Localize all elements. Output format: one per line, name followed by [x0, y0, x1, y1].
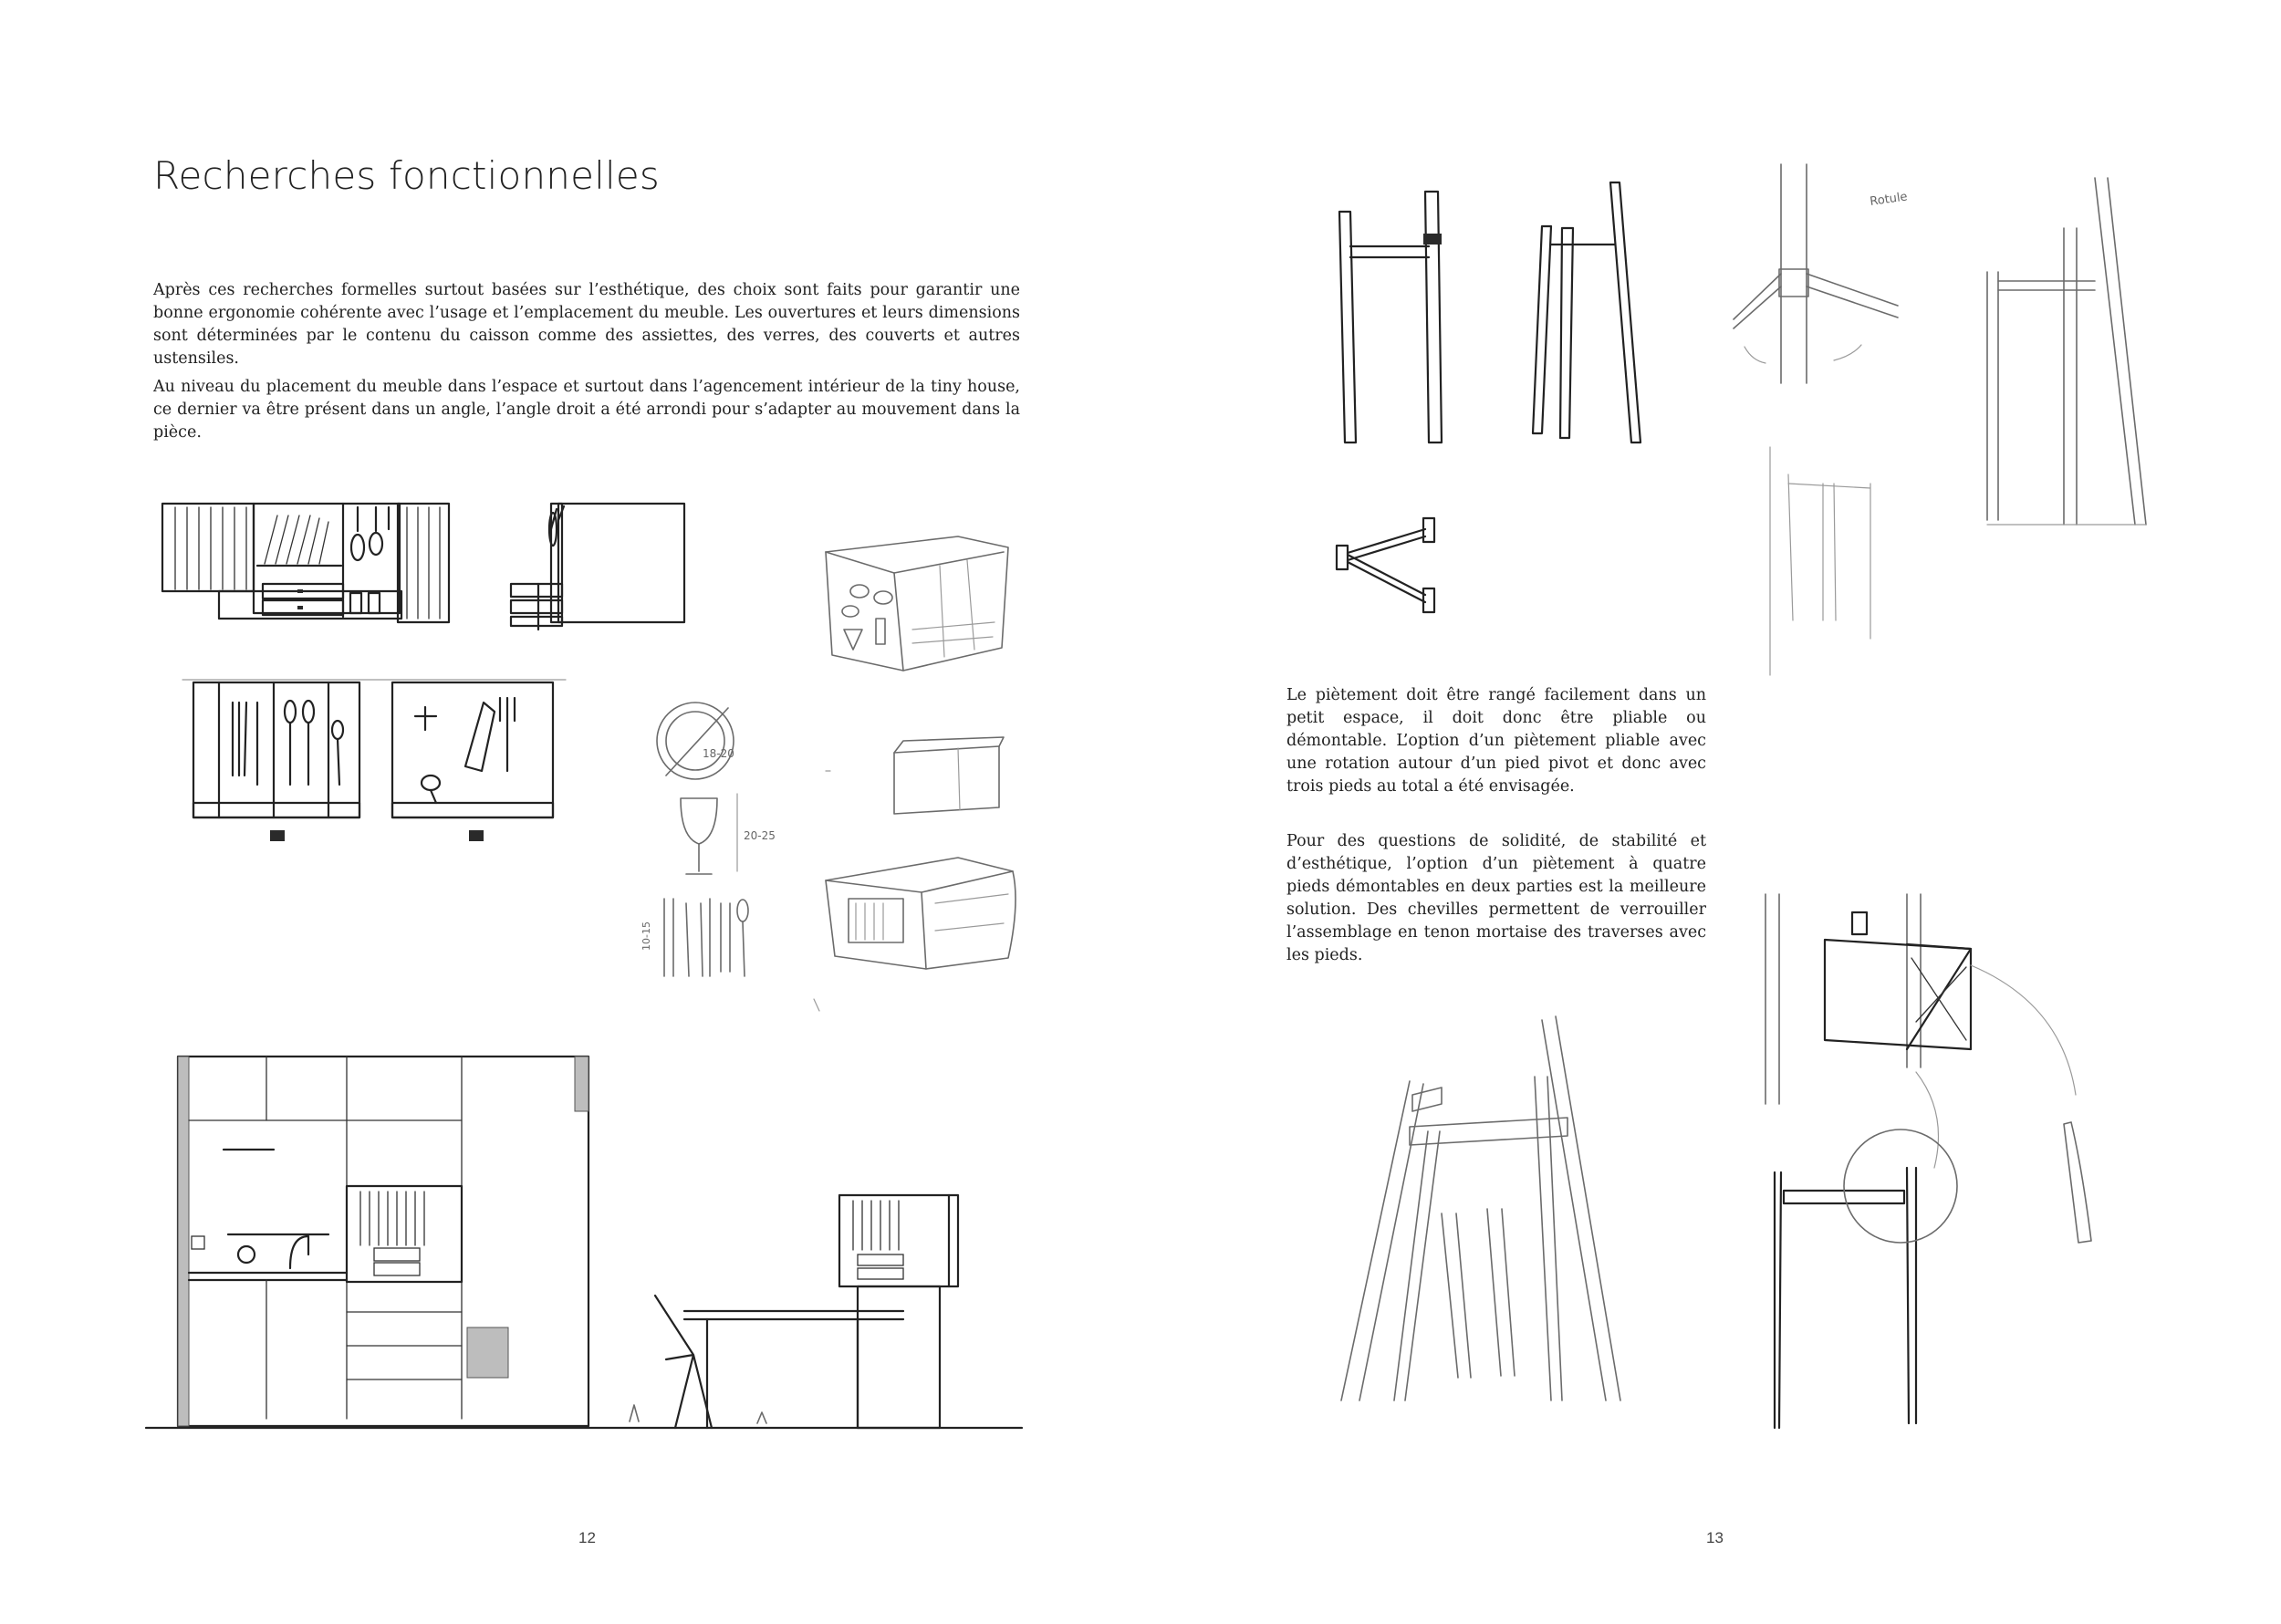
- leg-frame-sketch-1: [1339, 192, 1442, 442]
- pivot-note-label: Rotule: [1869, 190, 1909, 209]
- folding-legs-paragraph: Le piètement doit être rangé facilement dans un petit espace, il doit donc être pliable ou démontable. L’option d’un piètement pliable avec une rotation autour d’un pied pivot et donc avec trois pieds au total a été envisagée.: [1286, 686, 1706, 796]
- page-number-left: 12: [578, 1529, 596, 1546]
- removable-legs-paragraph: Pour des questions de solidité, de stabilité et d’esthétique, l’option d’un piètement à quatre pieds démontables en deux parties est la meilleure solution. Des chevilles permettent de verrouiller l’assemblage en tenon mortaise des traverses avec les pieds.: [1286, 832, 1706, 964]
- cabinet-rounded-perspective-sketch: [826, 858, 1016, 969]
- wine-glass-sketch: [681, 794, 776, 874]
- small-box-sketch: [826, 737, 1004, 814]
- desk-chair-elevation-sketch: [630, 1195, 958, 1428]
- pivot-joint-sketch: [1734, 164, 1909, 383]
- plate-dimension-sketch: [657, 703, 734, 779]
- leg-frame-sketch-2: [1533, 182, 1640, 442]
- peg-box-detail-sketch: [1765, 894, 2076, 1168]
- removable-leg-perspective-sketch: [1341, 1016, 1620, 1400]
- cutlery-drawer-sketch-2: [392, 682, 553, 841]
- cutlery-dimension-label: 10-15: [641, 921, 652, 951]
- cabinet-perspective-sketch: [826, 536, 1008, 671]
- peg-joint-circle-sketch: [1775, 1122, 2091, 1428]
- folding-leg-plan-sketch: [1337, 518, 1434, 612]
- kitchen-elevation-sketch: [146, 1057, 1022, 1428]
- placement-paragraph: Au niveau du placement du meuble dans l’espace et surtout dans l’agencement intérieur de la tiny house, ce dernier va être présent dans un angle, l’angle droit a été arrondi pour s’adapter au mouvement dans la pièce.: [153, 378, 1020, 442]
- page-number-right: 13: [1706, 1529, 1724, 1546]
- leg-elevation-sketch: [1770, 447, 1870, 675]
- cutlery-drawer-sketch-1: [193, 682, 359, 841]
- glass-dimension-label: 20-25: [744, 829, 776, 842]
- intro-paragraph: Après ces recherches formelles surtout basées sur l’esthétique, des choix sont faits pour garantir une bonne ergonomie cohérente avec l’usage et l’emplacement du meuble. Les ouvertures et leurs dimensions sont déterminées par le contenu du caisson comme des assiettes, des verres, des couverts et autres ustensiles.: [153, 281, 1020, 368]
- cabinet-open-front-sketch: [162, 504, 449, 622]
- page-title: Recherches fonctionnelles: [153, 153, 660, 198]
- plate-dimension-label: 18-20: [703, 747, 734, 760]
- cabinet-side-drawers-sketch: [511, 504, 684, 630]
- cutlery-set-sketch: [641, 899, 748, 976]
- leg-frame-sketch-3: [1987, 178, 2146, 525]
